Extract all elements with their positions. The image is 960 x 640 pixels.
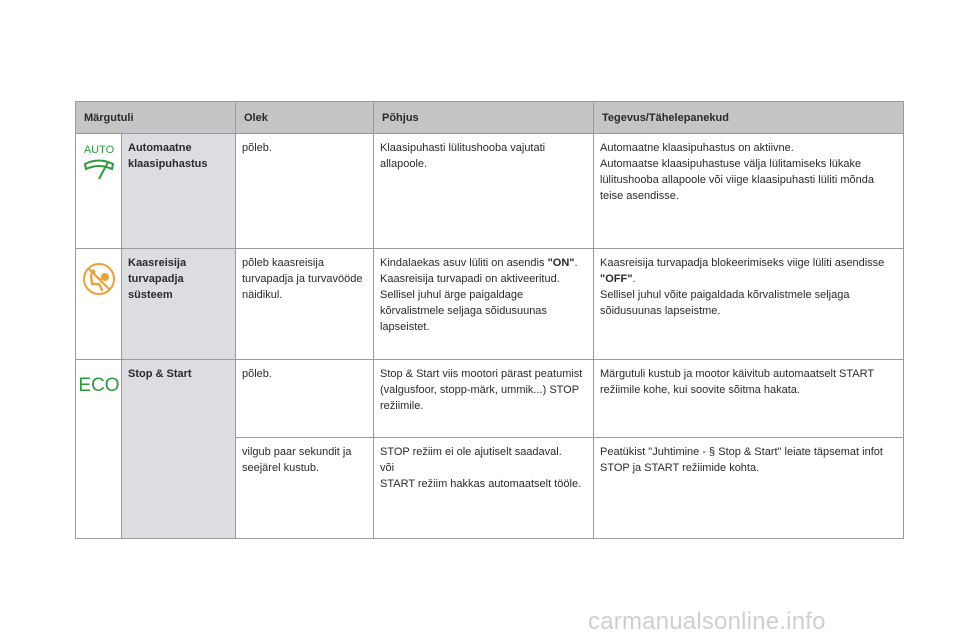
indicator-table xyxy=(75,101,904,539)
indicator-cause: Klaasipuhasti lülitushooba vajutati allapoole. xyxy=(374,134,594,249)
indicator-cause: Stop & Start viis mootori pärast peatumist (valgusfoor, stopp-märk, ummik...) STOP režiimile. xyxy=(374,360,594,438)
table-row xyxy=(76,134,904,249)
watermark: carmanualsonline.info xyxy=(588,608,826,635)
indicator-action: Kaasreisija turvapadja blokeerimiseks viige lüliti asendisse "OFF". Sellisel juhul võite paigaldada kõrvalistmele seljaga sõidusuunas lapseistme. xyxy=(594,249,904,360)
indicator-action: Märgutuli kustub ja mootor käivitub automaatselt START režiimile kohe, kui soovite sõitma hakata. xyxy=(594,360,904,438)
eco-icon xyxy=(78,374,120,394)
header-pohjus: Põhjus xyxy=(374,102,594,134)
indicator-state: põleb kaasreisija turvapadja ja turvavööde näidikul. xyxy=(236,249,374,360)
indicator-cause: STOP režiim ei ole ajutiselt saadaval. või START režiim hakkas automaatselt tööle. xyxy=(374,438,594,539)
table-row xyxy=(76,249,904,360)
auto-icon-text: AUTO xyxy=(83,144,114,156)
indicator-name: Kaasreisija turvapadja süsteem xyxy=(122,249,236,360)
auto-wiper-icon xyxy=(79,142,119,180)
indicator-state: põleb. xyxy=(236,134,374,249)
indicator-name: Automaatne klaasipuhastus xyxy=(122,134,236,249)
table-header-row xyxy=(76,102,904,134)
table-row xyxy=(76,360,904,438)
header-olek: Olek xyxy=(236,102,374,134)
header-tegevus: Tegevus/Tähelepanekud xyxy=(594,102,904,134)
indicator-state: vilgub paar sekundit ja seejärel kustub. xyxy=(236,438,374,539)
indicator-name: Stop & Start xyxy=(122,360,236,539)
indicator-cause: Kindalaekas asuv lüliti on asendis "ON". Kaasreisija turvapadi on aktiveeritud. Sellisel juhul ärge paigaldage kõrvalistmele seljaga sõidusuunas lapseistet. xyxy=(374,249,594,360)
header-margutuli: Märgutuli xyxy=(76,102,236,134)
indicator-action: Peatükist "Juhtimine - § Stop & Start" leiate täpsemat infot STOP ja START režiimide kohta. xyxy=(594,438,904,539)
indicator-state: põleb. xyxy=(236,360,374,438)
icon-cell xyxy=(76,249,122,360)
passenger-airbag-off-icon xyxy=(81,261,117,297)
icon-cell xyxy=(76,360,122,539)
eco-icon-text: ECO xyxy=(77,375,120,394)
icon-cell xyxy=(76,134,122,249)
indicator-action: Automaatne klaasipuhastus on aktiivne. Automaatse klaasipuhastuse välja lülitamiseks lükake lülitushooba allapoole või viige klaasipuhasti lüliti mõnda teise asendisse. xyxy=(594,134,904,249)
